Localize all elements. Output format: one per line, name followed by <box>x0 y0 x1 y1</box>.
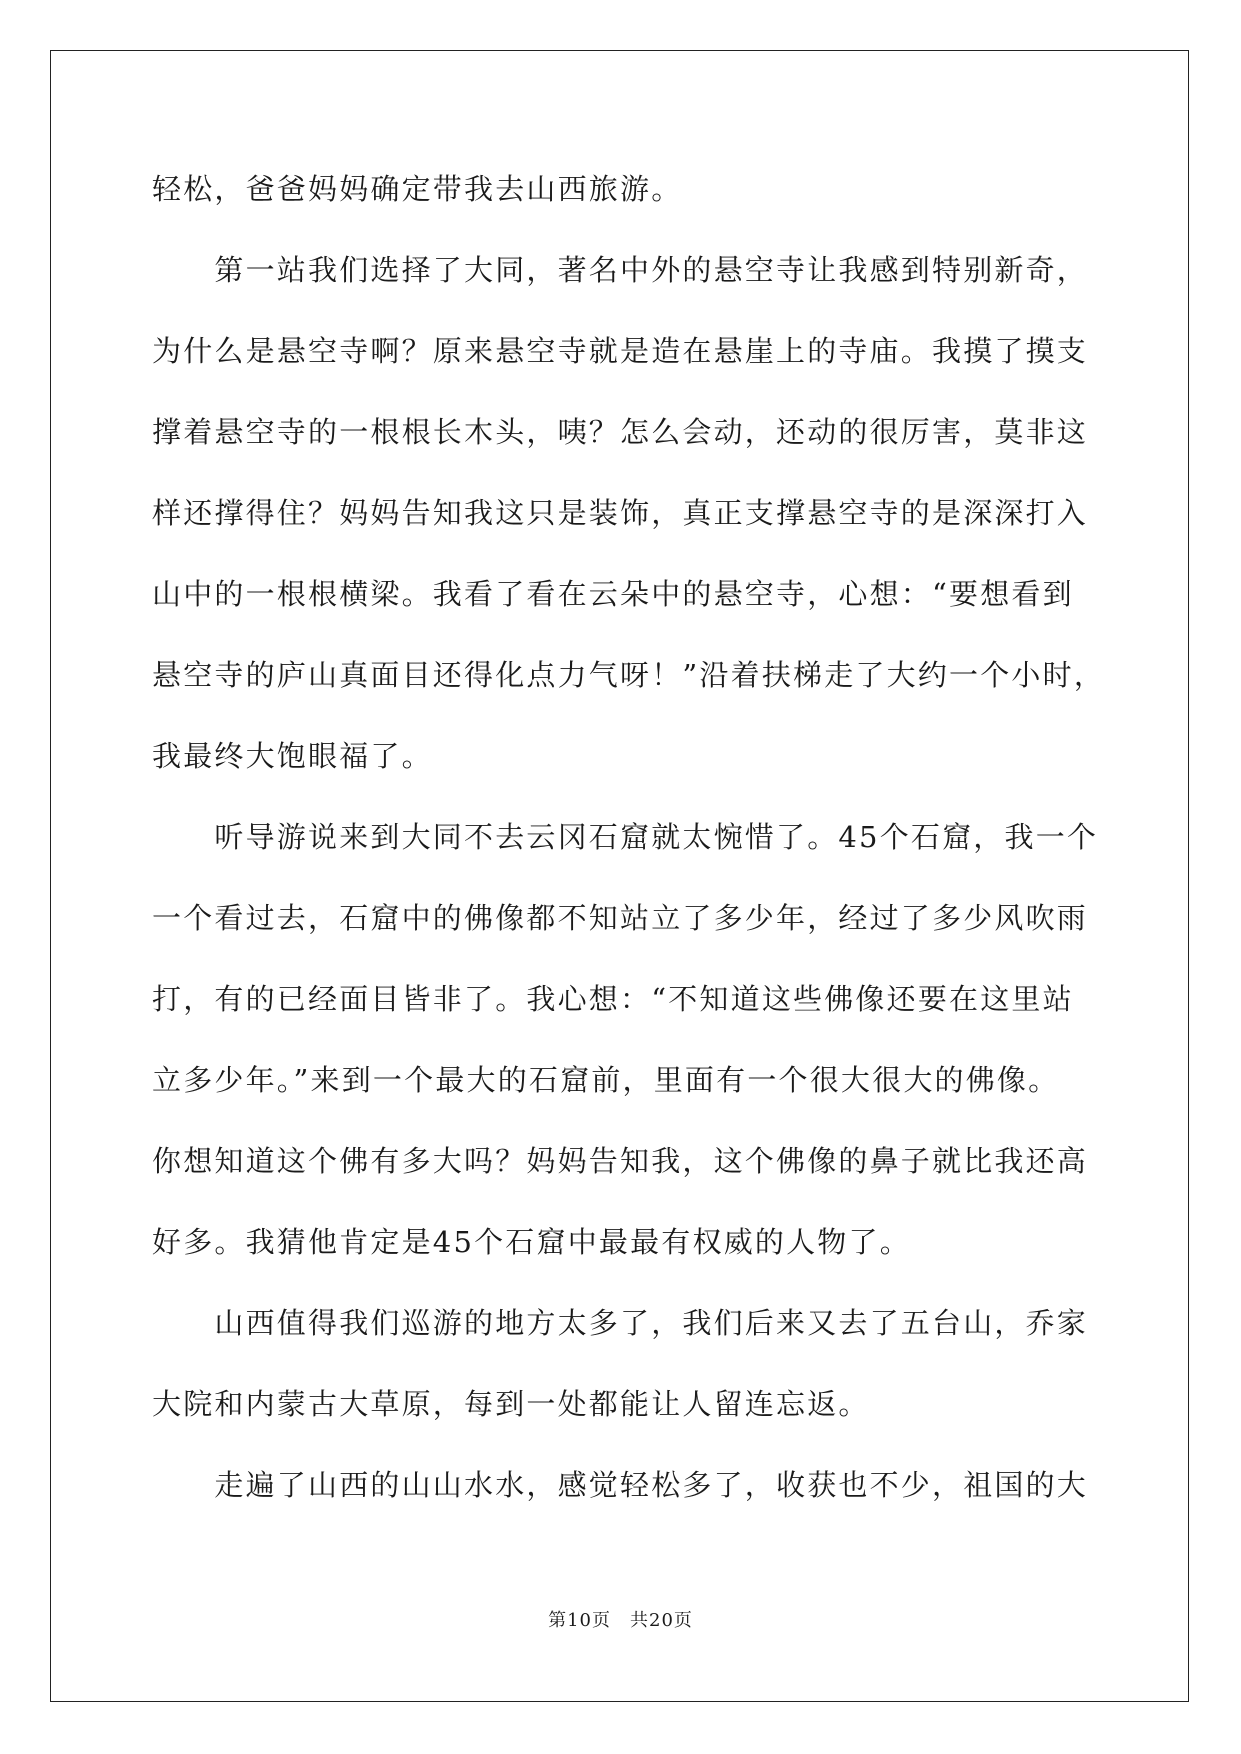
text-line: 轻松，爸爸妈妈确定带我去山西旅游。 <box>152 172 683 206</box>
text-line: 一个看过去，石窟中的佛像都不知站立了多少年，经过了多少风吹雨 <box>152 901 1089 935</box>
text-line: 山中的一根根横梁。我看了看在云朵中的悬空寺，心想：“要想看到 <box>152 577 1074 611</box>
text-line: 听导游说来到大同不去云冈石窟就太惋惜了。45个石窟，我一个 <box>152 820 1099 854</box>
page-footer: 第10页 共20页 <box>548 1610 693 1631</box>
text-line: 打，有的已经面目皆非了。我心想：“不知道这些佛像还要在这里站 <box>152 982 1074 1016</box>
text-line: 为什么是悬空寺啊？原来悬空寺就是造在悬崖上的寺庙。我摸了摸支 <box>152 334 1089 368</box>
text-line: 悬空寺的庐山真面目还得化点力气呀！”沿着扶梯走了大约一个小时， <box>152 658 1106 692</box>
text-line: 山西值得我们巡游的地方太多了，我们后来又去了五台山，乔家 <box>152 1306 1089 1340</box>
text-line: 走遍了山西的山山水水，感觉轻松多了，收获也不少，祖国的大 <box>152 1468 1089 1502</box>
page-border <box>50 50 1189 1702</box>
text-line: 大院和内蒙古大草原，每到一处都能让人留连忘返。 <box>152 1387 870 1421</box>
text-line: 撑着悬空寺的一根根长木头，咦？怎么会动，还动的很厉害，莫非这 <box>152 415 1089 449</box>
text-line: 第一站我们选择了大同，著名中外的悬空寺让我感到特别新奇， <box>152 253 1089 287</box>
text-line: 立多少年。”来到一个最大的石窟前，里面有一个很大很大的佛像。 <box>152 1063 1060 1097</box>
text-line: 我最终大饱眼福了。 <box>152 739 433 773</box>
text-line: 样还撑得住？妈妈告知我这只是装饰，真正支撑悬空寺的是深深打入 <box>152 496 1089 530</box>
text-line: 好多。我猜他肯定是45个石窟中最最有权威的人物了。 <box>152 1225 911 1259</box>
text-line: 你想知道这个佛有多大吗？妈妈告知我，这个佛像的鼻子就比我还高 <box>152 1144 1089 1178</box>
